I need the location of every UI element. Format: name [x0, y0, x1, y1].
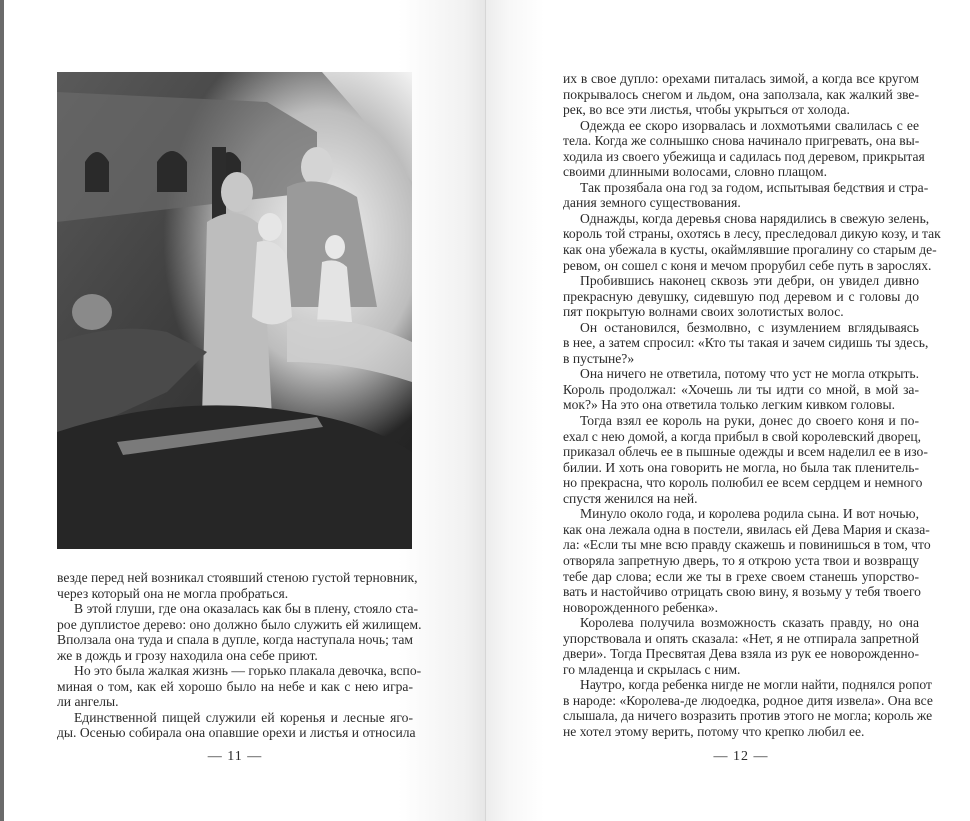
text-line: приказал облечь ее в пышные одежды и всем наделил ее в изо- [563, 444, 928, 460]
text-line: Но это была жалкая жизнь — горько плакала девочка, вспо- [74, 663, 422, 679]
text-line: мок?» На это она ответила только легким кивком головы. [563, 397, 896, 413]
paragraph [563, 179, 929, 211]
text-line: Однажды, когда деревья снова нарядились в свежую зелень, [580, 210, 930, 226]
text-line: рое дуплистое дерево: оно должно было служить ей жилищем. [57, 616, 422, 632]
text-line: Так прозябала она год за годом, испытывая бедствия и стра- [580, 179, 929, 195]
text-line: слышала, да ничего возразить против этого не могла; король же [563, 708, 933, 724]
text-line: как она убежала в кусты, окаймлявшие прогалину со старым де- [563, 242, 937, 258]
text-line: же в дождь и грозу находила она себе приют. [57, 647, 318, 663]
text-line: в нее, а затем спросил: «Кто ты такая и зачем сидишь ты здесь, [563, 335, 929, 351]
text-line: король той страны, охотясь в лесу, преследовал дикую козу, и так [563, 226, 941, 242]
text-line: но прекрасна, что король полюбил ее всем сердцем и немного [563, 475, 923, 491]
text-line: ходила из своего убежища и садилась под деревом, прикрытая [563, 148, 925, 164]
paragraph [563, 615, 919, 677]
paragraph [563, 366, 919, 413]
text-line: своими длинными волосами, словно плащом. [563, 164, 828, 180]
text-line: тебе дар слова; если же ты в грехе своем станешь упорство- [563, 568, 919, 584]
paragraph [57, 570, 418, 601]
text-line: не хотел этому верить, потому что крепко любил ее. [563, 723, 865, 739]
text-line: в пустыне?» [563, 350, 635, 366]
paragraph [563, 71, 919, 118]
text-line: тела. Когда же солнышко снова начинало пригревать, она вы- [563, 133, 920, 149]
text-line: ла: «Если ты мне всю правду скажешь и повинишься в том, что [563, 537, 931, 553]
text-line: прекрасную девушку, сидевшую под деревом и с головы до [563, 288, 919, 304]
text-line: их в свое дупло: орехами питалась зимой, а когда все кругом [563, 71, 919, 86]
text-line: как она лежала одна в постели, явилась ей Дева Мария и сказа- [563, 521, 930, 537]
text-line: В этой глуши, где она оказалась как бы в плену, стояло ста- [74, 601, 419, 617]
text-line: везде перед ней возникал стоявший стеною густой терновник, [57, 570, 418, 585]
text-line: Пробившись наконец сквозь эти дебри, он увидел дивно [580, 273, 919, 289]
paragraph [563, 210, 941, 273]
text-line: двери». Тогда Пресвятая Дева взяла из рук ее новорожденно- [563, 646, 919, 662]
text-line: Он остановился, безмолвно, с изумлением вглядываясь [580, 319, 919, 335]
paragraph [57, 663, 422, 710]
text-line: Тогда взял ее король на руки, донес до своего коня и по- [580, 413, 919, 429]
text-line: в народе: «Королева-де людоедка, родное дитя извела». Она все [563, 692, 933, 708]
text-line: миная о том, как ей хорошо было на небе и как с нею игра- [57, 678, 413, 694]
left-page-text [57, 570, 422, 741]
text-line: Королева получила возможность сказать правду, но она [580, 615, 919, 631]
page-number-left: — 11 — [207, 749, 263, 764]
paragraph [563, 117, 925, 180]
paragraph [563, 273, 919, 320]
text-line: Наутро, когда ребенка нигде не могли найти, поднялся ропот [580, 677, 932, 693]
text-line: через который она не могла пробраться. [57, 585, 289, 601]
text-line: Минуло около года, и королева родила сына. И вот ночью, [580, 506, 919, 522]
text-line: покрывалось снегом и льдом, она заползала, как жалкий зве- [563, 86, 919, 102]
text-line: Король продолжал: «Хочешь ли ты идти со мной, в мой за- [563, 381, 919, 397]
text-line: ехал с нею домой, а когда прибыл в свой королевский дворец, [563, 428, 922, 444]
text-line: ли ангелы. [57, 694, 119, 710]
text-line: ревом, он сошел с коня и мечом прорубил себе путь в зарослях. [563, 257, 932, 273]
right-page-text [563, 71, 941, 740]
page-number-right: — 12 — [713, 749, 769, 764]
paragraph [563, 319, 929, 367]
book-spine-fold [485, 0, 486, 821]
text-line: Она ничего не ответила, потому что уст не могла открыть. [580, 366, 919, 382]
engraving-illustration [57, 72, 412, 549]
text-line: пят покрытую волнами своих золотистых волос. [563, 304, 844, 320]
text-line: билии. И хоть она говорить не могла, но была так пленитель- [563, 459, 919, 475]
paragraph [57, 601, 422, 663]
paragraph [57, 709, 416, 741]
text-line: вать и настойчиво отрицать свою вину, я возьму у тебя твоего [563, 584, 921, 600]
text-line: ды. Осенью собирала она опавшие орехи и листья и относила [57, 725, 416, 741]
text-line: рек, во все эти листья, чтобы укрыться от холода. [563, 102, 850, 118]
text-line: Одежда ее скоро изорвалась и лохмотьями свалилась с ее [580, 117, 919, 133]
text-line: Единственной пищей служили ей коренья и лесные яго- [74, 709, 413, 725]
text-line: Вползала она туда и спала в дупле, когда наступала ночь; там [57, 632, 413, 648]
text-line: го младенца и скрылась с ним. [563, 661, 741, 677]
text-line: дания земного существования. [563, 195, 741, 211]
text-line: спустя женился на ней. [563, 490, 698, 506]
text-line: отворяла запретную дверь, то я открою уста твои и возвращу [563, 552, 919, 568]
paragraph [563, 506, 931, 615]
text-line: упорствовала и опять сказала: «Нет, я не отпирала запретной [563, 630, 919, 646]
paragraph [563, 413, 928, 506]
text-line: новорожденного ребенка». [563, 599, 719, 615]
paragraph [563, 677, 933, 739]
